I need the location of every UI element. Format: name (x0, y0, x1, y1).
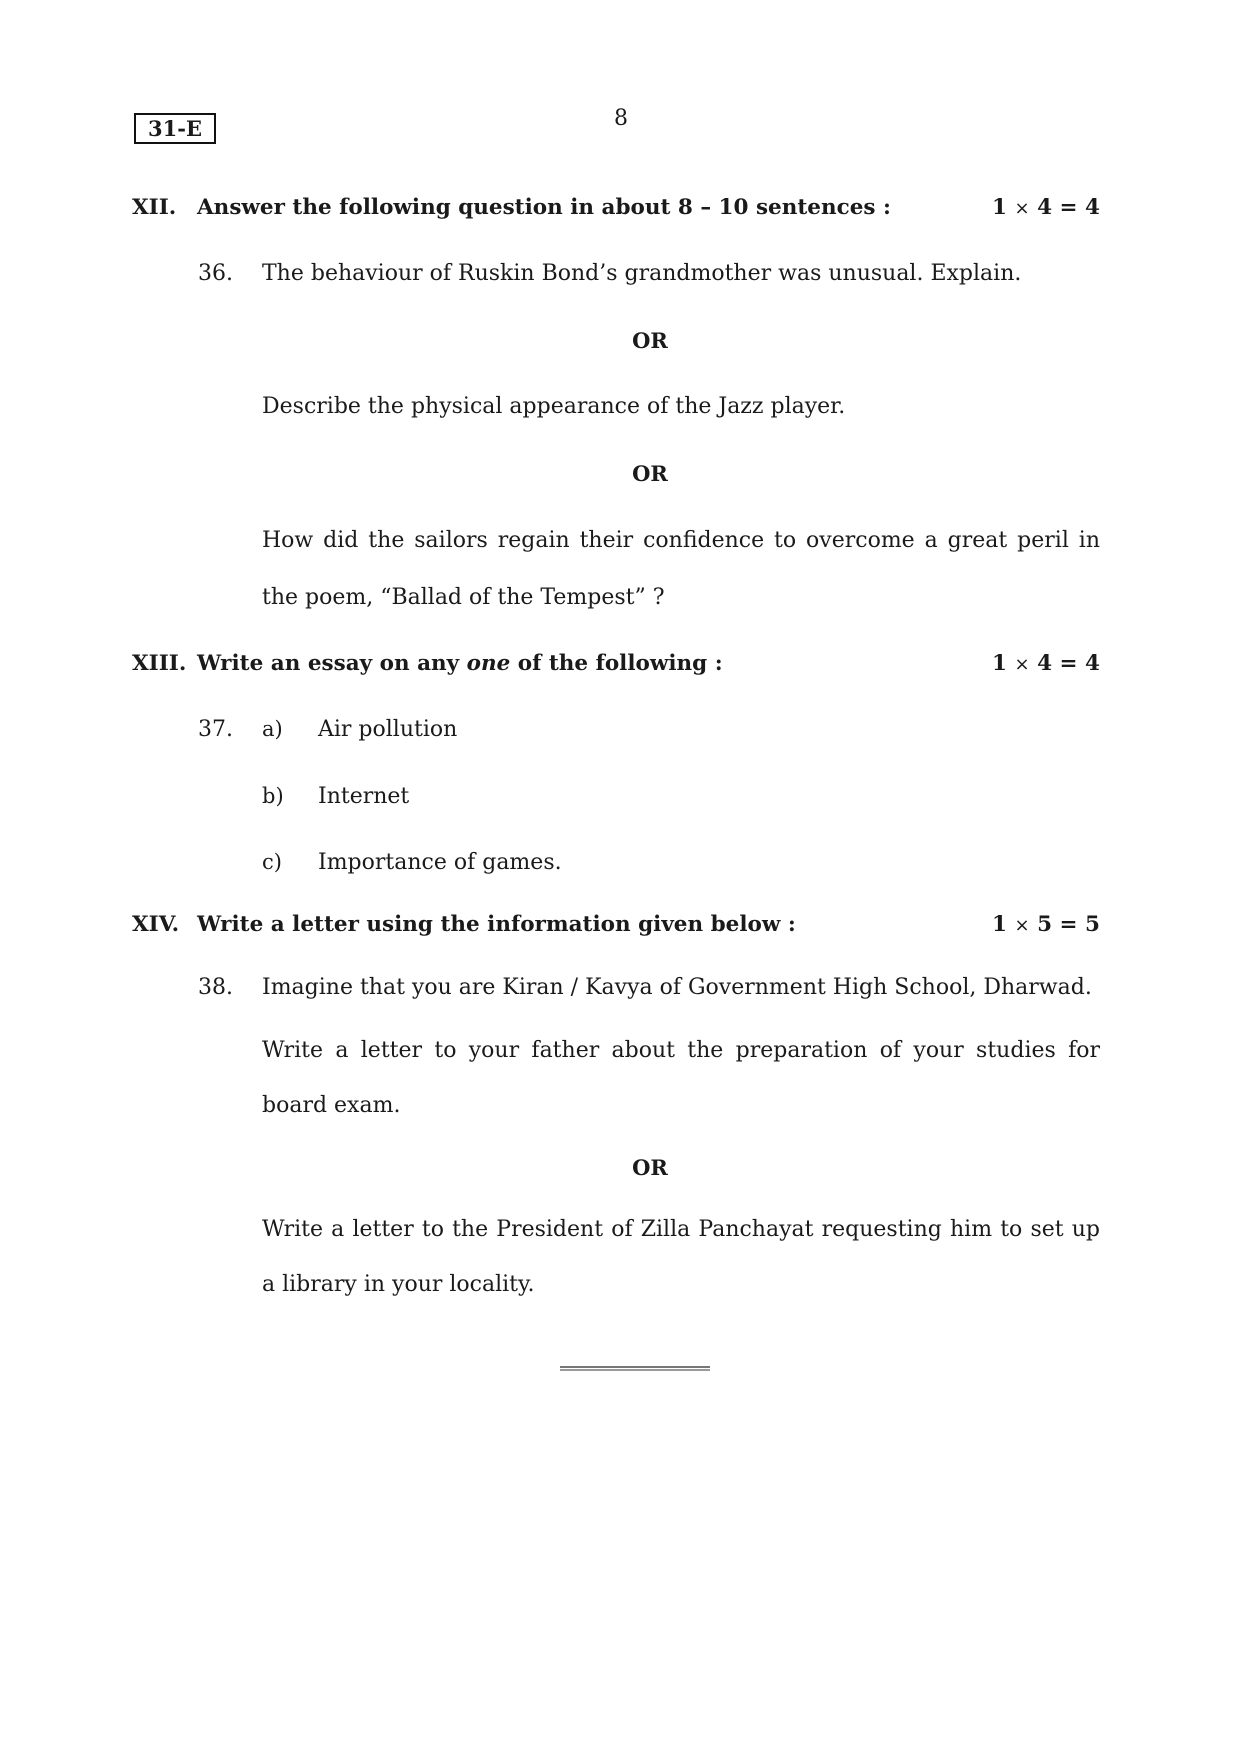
instruction-emphasis: one (466, 651, 511, 676)
marks-count: 1 (992, 912, 1007, 937)
option-text: Internet (318, 784, 410, 809)
section-marks (992, 912, 1100, 937)
marks-count: 1 (992, 195, 1007, 220)
section-number: XIV. (132, 912, 180, 937)
marks-total: 4 = 4 (1037, 651, 1100, 676)
question-text: Imagine that you are Kiran / Kavya of Government High School, Dharwad. (262, 975, 1092, 1000)
section-instruction: Write a letter using the information given below : (197, 912, 796, 937)
times-sign: × (1014, 915, 1030, 936)
marks-total: 5 = 5 (1037, 912, 1100, 937)
end-of-paper-rule (560, 1366, 710, 1371)
question-text: Write a letter to your father about the preparation of your studies for board exam. (262, 1038, 1100, 1118)
marks-total: 4 = 4 (1037, 195, 1100, 220)
option-letter: a) (262, 717, 283, 741)
question-alternative: Write a letter to the President of Zilla Panchayat requesting him to set up a library in your locality. (262, 1217, 1100, 1297)
option-letter: c) (262, 850, 282, 874)
marks-count: 1 (992, 651, 1007, 676)
times-sign: × (1014, 198, 1030, 219)
section-marks (992, 651, 1100, 676)
question-number: 37. (198, 717, 233, 742)
or-label: OR (632, 461, 668, 486)
option-text: Air pollution (318, 717, 458, 742)
section-marks (992, 195, 1100, 220)
or-label: OR (632, 328, 668, 353)
instruction-text: Write an essay on any (197, 651, 460, 676)
option-letter: b) (262, 784, 284, 808)
question-number: 38. (198, 975, 233, 1000)
option-text: Importance of games. (318, 850, 562, 875)
question-text: The behaviour of Ruskin Bond’s grandmother was unusual. Explain. (262, 261, 1022, 286)
instruction-text: of the following : (517, 651, 723, 676)
section-instruction (197, 651, 723, 676)
question-number: 36. (198, 261, 233, 286)
times-sign: × (1014, 654, 1030, 675)
section-number: XII. (132, 195, 177, 220)
section-number: XIII. (132, 651, 187, 676)
section-instruction: Answer the following question in about 8 – 10 sentences : (197, 195, 891, 220)
question-alternative: How did the sailors regain their confidence to overcome a great peril in the poem, “Ballad of the Tempest” ? (262, 528, 1100, 610)
question-alternative: Describe the physical appearance of the Jazz player. (262, 394, 846, 419)
paper-code-box: 31-E (134, 113, 216, 144)
page-number: 8 (614, 106, 628, 131)
or-label: OR (632, 1155, 668, 1180)
